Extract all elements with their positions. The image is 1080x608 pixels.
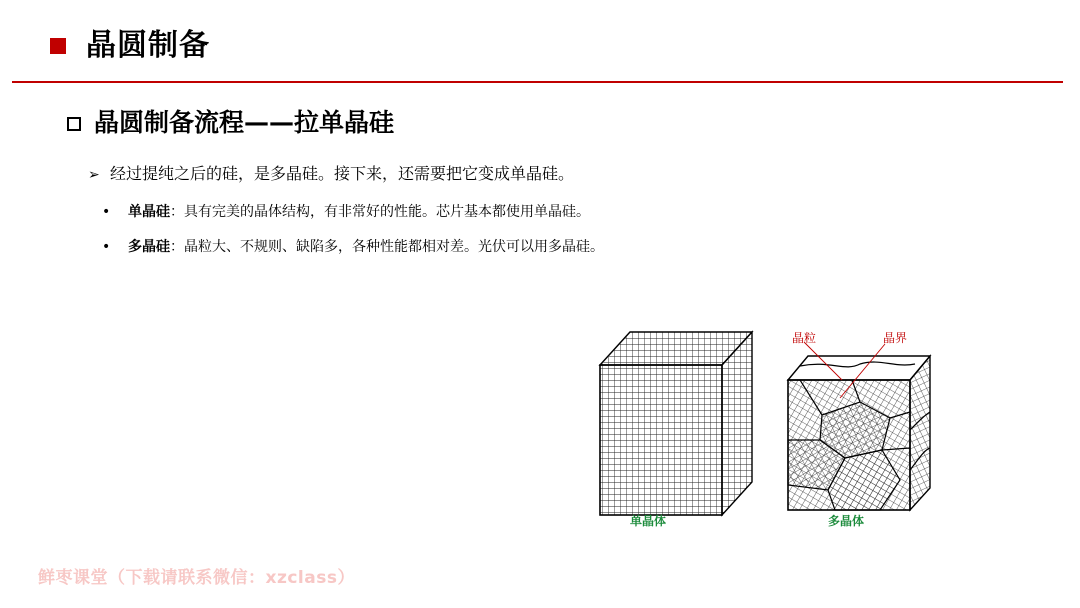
title-square-icon <box>50 38 66 54</box>
title-divider <box>12 81 1063 83</box>
bullet-separator: ： <box>170 239 184 255</box>
section-title: 晶圆制备流程——拉单晶硅 <box>94 108 395 137</box>
bullet-text: 具有完美的晶体结构，有非常好的性能。芯片基本都使用单晶硅。 <box>184 204 590 220</box>
single-crystal-caption: 单晶体 <box>630 514 667 528</box>
dot-bullet-icon: • <box>102 204 111 220</box>
bullet-term: 多晶硅 <box>128 239 170 255</box>
grain-label: 晶粒 <box>792 331 817 345</box>
arrow-bullet-icon: ➢ <box>88 167 100 183</box>
lead-point <box>88 162 574 187</box>
bullet-single-crystal <box>102 201 590 223</box>
poly-crystal-caption: 多晶体 <box>828 514 865 528</box>
boundary-label: 晶界 <box>883 331 908 345</box>
dot-bullet-icon: • <box>102 239 111 255</box>
bullet-text: 晶粒大、不规则、缺陷多，各种性能都相对差。光伏可以用多晶硅。 <box>184 239 604 255</box>
watermark-text: 鲜枣课堂（下载请联系微信：xzclass） <box>38 568 355 588</box>
bullet-term: 单晶硅 <box>128 204 170 220</box>
page-title: 晶圆制备 <box>86 28 210 63</box>
crystal-structure-figure <box>590 320 935 535</box>
hollow-square-bullet-icon <box>67 117 81 131</box>
bullet-poly-crystal <box>102 236 604 258</box>
bullet-separator: ： <box>170 204 184 220</box>
lead-text: 经过提纯之后的硅，是多晶硅。接下来，还需要把它变成单晶硅。 <box>110 164 575 183</box>
poly-crystal-cube <box>788 356 930 510</box>
single-crystal-cube <box>600 332 752 515</box>
